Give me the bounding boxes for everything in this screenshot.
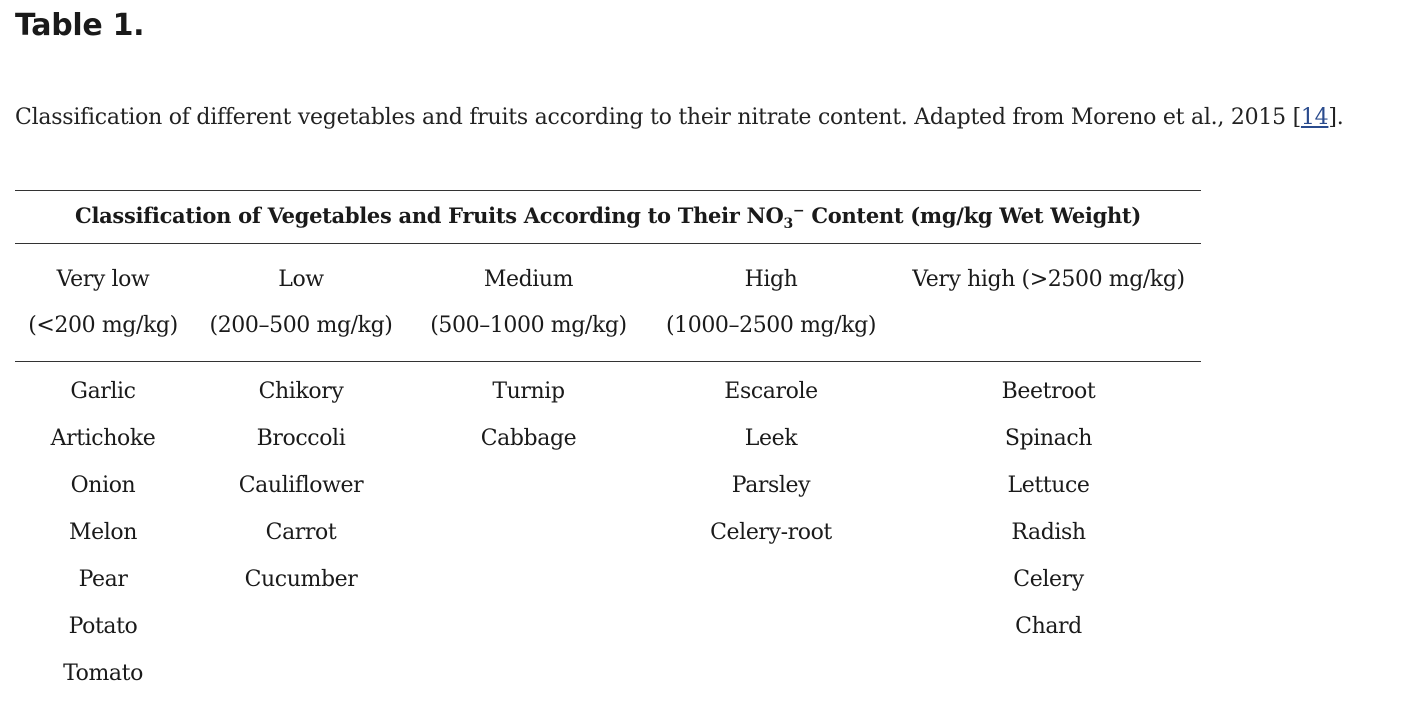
table-title-suffix: Content (mg/kg Wet Weight) bbox=[804, 203, 1141, 228]
column-items-very-low bbox=[15, 362, 191, 701]
column-name: Low bbox=[278, 267, 324, 293]
table-label: Table 1. bbox=[15, 8, 145, 43]
table-cell: Celery-root bbox=[710, 520, 832, 546]
table-cell: Chikory bbox=[258, 379, 344, 405]
table-cell: Lettuce bbox=[1007, 473, 1090, 499]
column-header-low bbox=[191, 244, 411, 362]
table-cell: Tomato bbox=[63, 661, 143, 687]
table-cell: Chard bbox=[1015, 614, 1082, 640]
table-title-superscript: − bbox=[792, 203, 805, 219]
table-cell: Radish bbox=[1011, 520, 1086, 546]
table-cell: Escarole bbox=[724, 379, 818, 405]
table-cell: Leek bbox=[744, 426, 798, 452]
column-range: (200–500 mg/kg) bbox=[209, 313, 393, 339]
column-header-very-high bbox=[896, 244, 1201, 362]
table-cell: Onion bbox=[70, 473, 136, 499]
table-title-prefix: Classification of Vegetables and Fruits According to Their NO bbox=[75, 203, 784, 228]
table-cell: Cucumber bbox=[244, 567, 358, 593]
column-name: Very low bbox=[56, 267, 150, 293]
column-items-low bbox=[191, 362, 411, 701]
column-header-high bbox=[646, 244, 896, 362]
caption-text: Classification of different vegetables and fruits according to their nitrate content. Adapted from Moreno et al., 2015 [ bbox=[15, 105, 1301, 130]
column-name: High bbox=[744, 267, 798, 293]
table-cell: Garlic bbox=[70, 379, 136, 405]
column-items-very-high bbox=[896, 362, 1201, 701]
column-range: (<200 mg/kg) bbox=[28, 313, 178, 339]
table-cell: Broccoli bbox=[256, 426, 346, 452]
table-title bbox=[15, 191, 1201, 244]
table-cell: Potato bbox=[68, 614, 138, 640]
column-range: (1000–2500 mg/kg) bbox=[665, 313, 877, 339]
column-name: Very high (>2500 mg/kg) bbox=[912, 267, 1185, 293]
column-items-high bbox=[646, 362, 896, 701]
column-header-medium bbox=[411, 244, 646, 362]
table-cell: Spinach bbox=[1004, 426, 1093, 452]
table-cell: Pear bbox=[78, 567, 128, 593]
table-cell: Beetroot bbox=[1001, 379, 1096, 405]
table-cell: Cabbage bbox=[480, 426, 577, 452]
reference-link[interactable]: 14 bbox=[1300, 105, 1329, 130]
nitrate-classification-table bbox=[15, 190, 1201, 701]
table-cell: Cauliflower bbox=[238, 473, 364, 499]
caption-suffix: ]. bbox=[1328, 105, 1344, 130]
table-cell: Melon bbox=[69, 520, 137, 546]
column-range: (500–1000 mg/kg) bbox=[430, 313, 627, 339]
column-items-medium bbox=[411, 362, 646, 701]
table-cell: Turnip bbox=[492, 379, 565, 405]
table-cell: Celery bbox=[1013, 567, 1084, 593]
table-caption bbox=[15, 105, 1344, 130]
column-header-very-low bbox=[15, 244, 191, 362]
table-cell: Carrot bbox=[265, 520, 337, 546]
table-cell: Artichoke bbox=[50, 426, 156, 452]
column-name: Medium bbox=[483, 267, 574, 293]
table-cell: Parsley bbox=[731, 473, 811, 499]
table-title-subscript: 3 bbox=[783, 216, 793, 233]
